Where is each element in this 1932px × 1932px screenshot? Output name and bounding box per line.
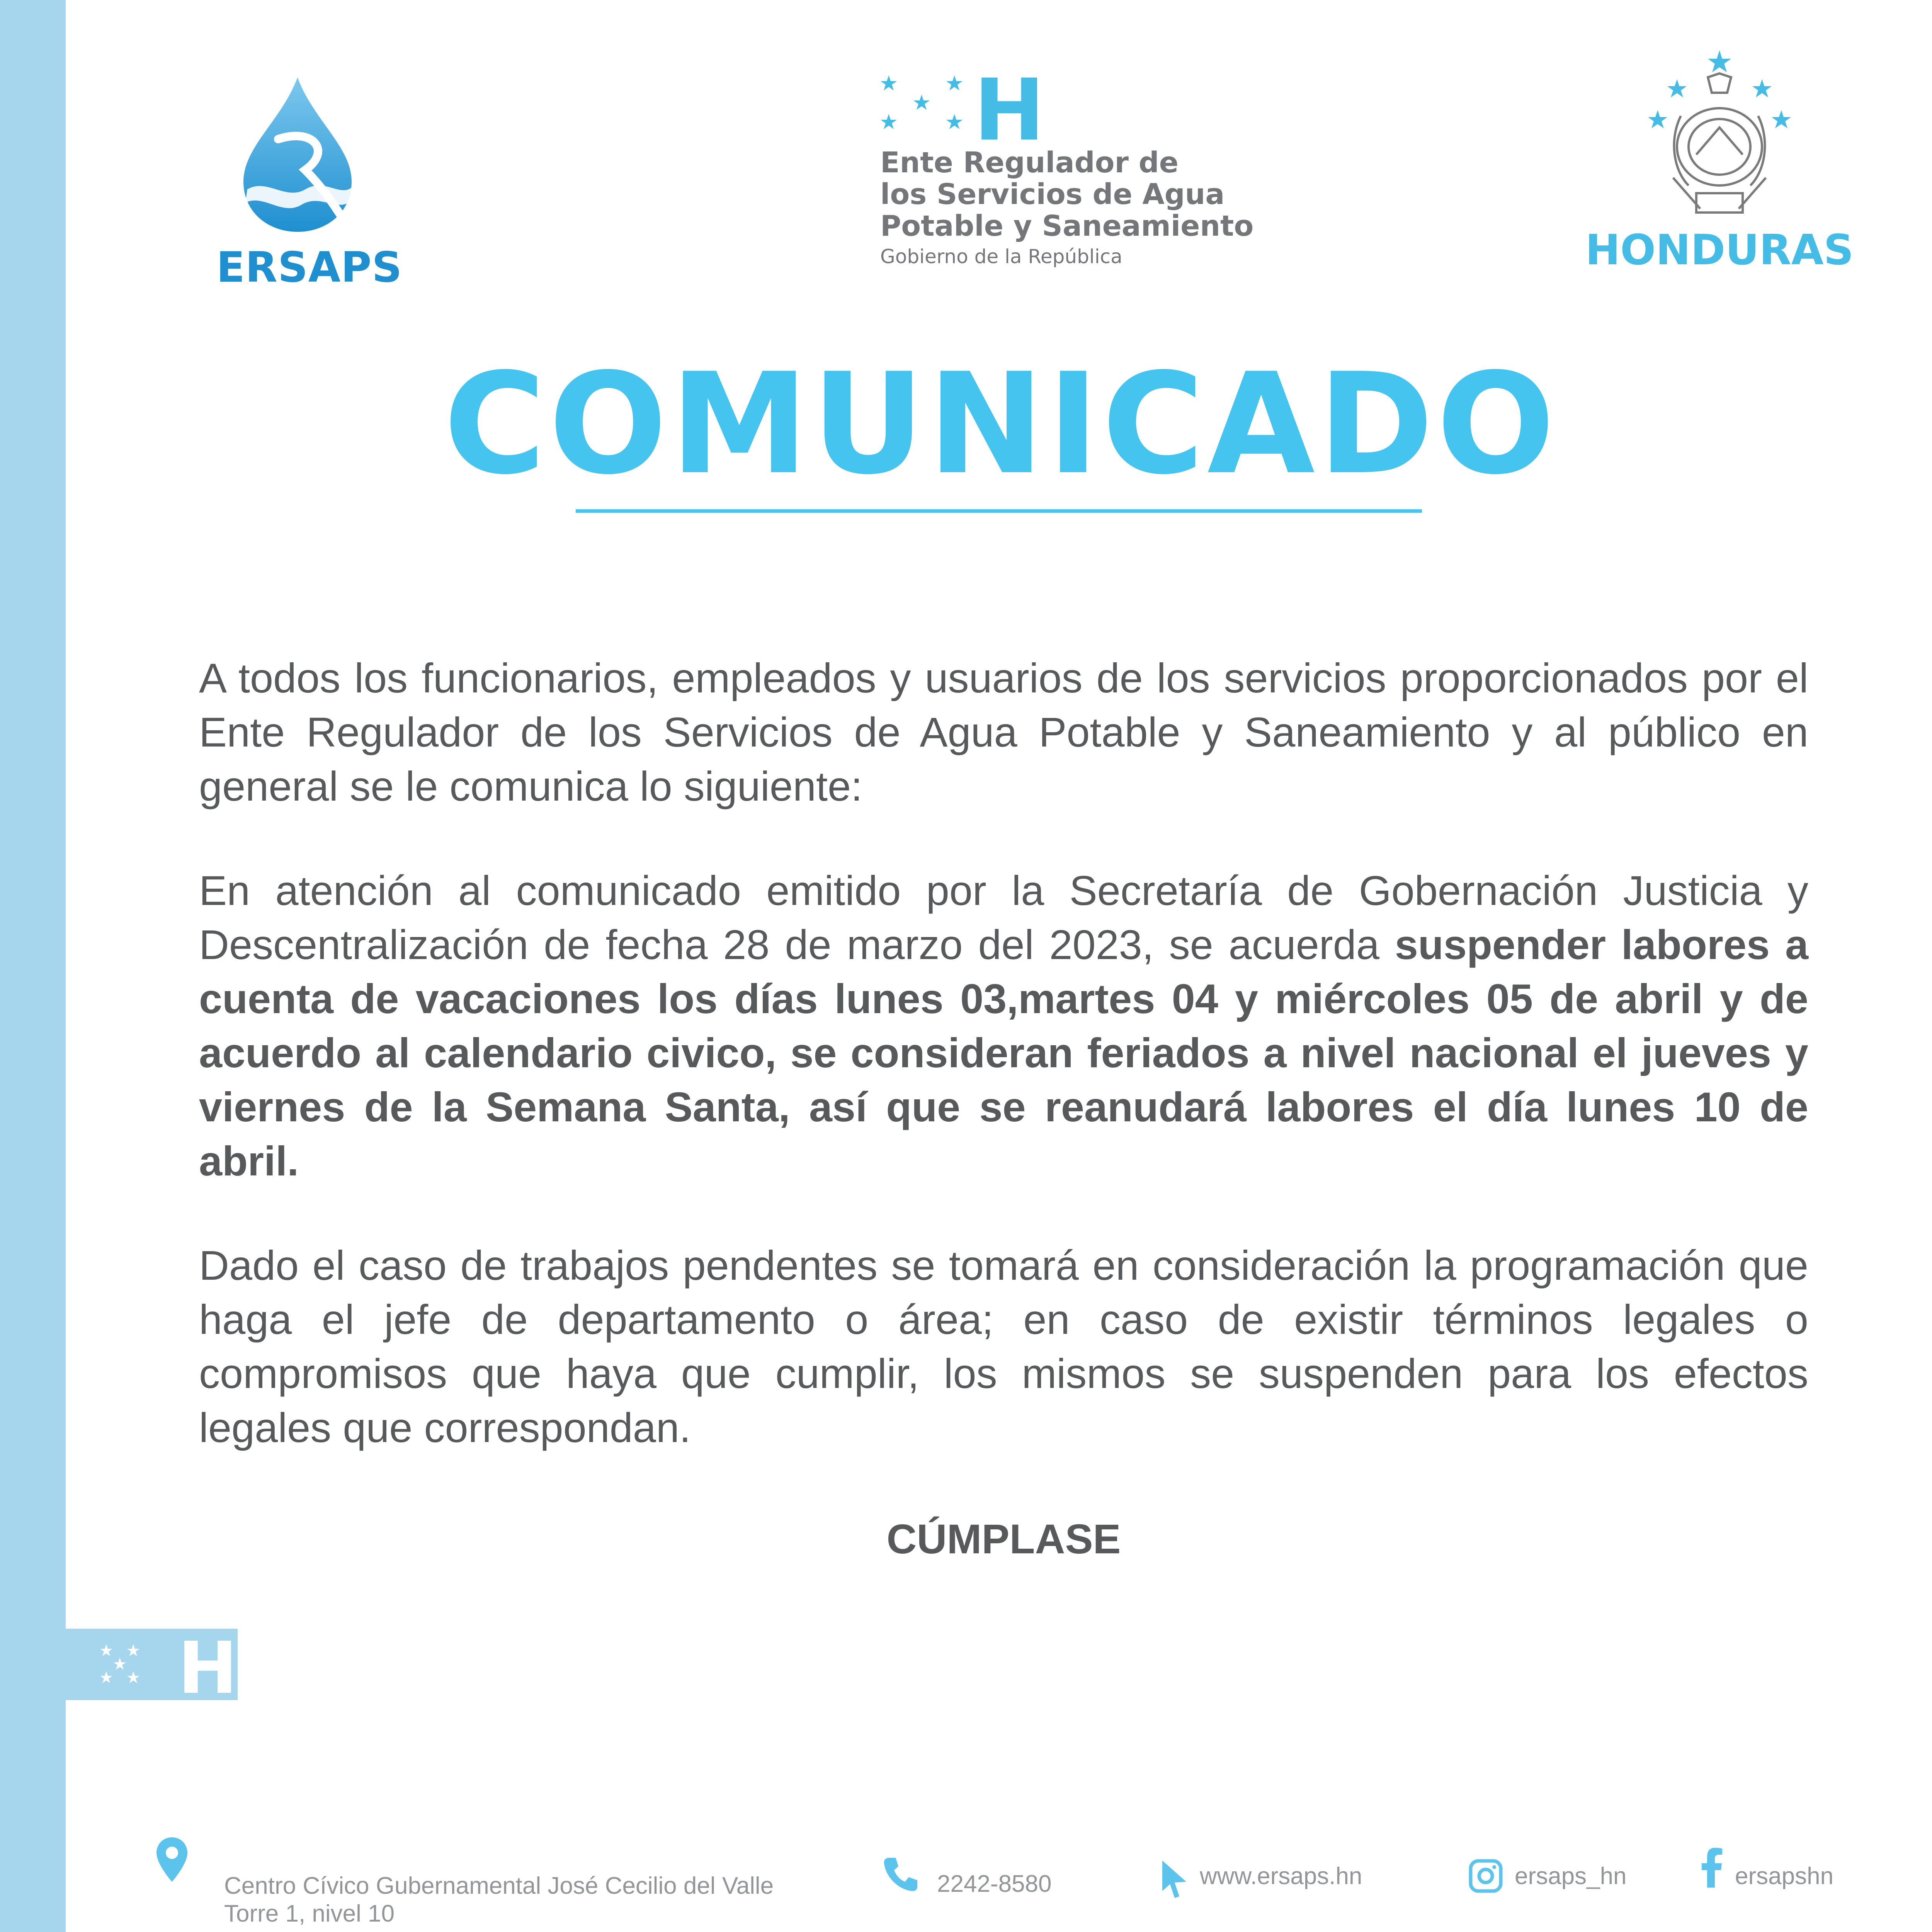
flag-stars-icon (99, 1640, 176, 1690)
communique-body (199, 651, 1808, 1505)
footer-facebook-text[interactable]: ersapshn (1735, 1863, 1834, 1889)
paragraph-2-bold: suspender labores a cuenta de vacaciones los días lunes 03,martes 04 y miércoles 05 de abril y de acuerdo al calendario civico, se consideran feriados a nivel nacional el jueves y viernes de la Semana Santa, así que se reanudará labores el día lunes 10 de abril. (199, 921, 1809, 1184)
ente-stars-icon (877, 71, 970, 141)
side-bar-decoration (0, 0, 66, 1932)
honduras-logo (1584, 46, 1855, 278)
footer-instagram-text[interactable]: ersaps_hn (1515, 1863, 1627, 1889)
closing-text: CÚMPLASE (886, 1515, 1121, 1562)
ente-logo-name: Ente Regulador de los Servicios de Agua Potable y Saneamiento (880, 146, 1254, 243)
ente-regulador-logo (877, 61, 1283, 276)
ente-h-letter: H (974, 61, 1045, 160)
phone-icon (881, 1855, 920, 1893)
facebook-icon (1700, 1847, 1723, 1889)
location-pin-icon (155, 1835, 189, 1886)
title-divider (576, 509, 1422, 513)
page-title: COMUNICADO (444, 343, 1558, 505)
ente-logo-government: Gobierno de la República (880, 245, 1122, 268)
ersaps-logo (216, 73, 403, 292)
ersaps-logo-text: ERSAPS (216, 243, 403, 292)
honduras-logo-text: HONDURAS (1585, 226, 1854, 274)
paragraph-2-text: En atención al comunicado emitido por la Secretaría de Gobernación Justicia y Descentralización de fecha 28 de marzo del 2023, se acuerda (199, 867, 1808, 968)
instagram-icon (1468, 1859, 1503, 1893)
coat-of-arms-icon (1584, 46, 1855, 224)
footer-phone-text: 2242-8580 (937, 1871, 1052, 1897)
footer-address-text: Centro Cívico Gubernamental José Cecilio del Valle Torre 1, nivel 10 (224, 1872, 774, 1927)
flag-h-letter: H (178, 1626, 238, 1710)
water-drop-icon (236, 73, 359, 236)
footer-website-text[interactable]: www.ersaps.hn (1200, 1863, 1362, 1889)
paragraph-2 (199, 864, 1808, 1188)
side-flag-h-mark (66, 1626, 238, 1710)
cursor-icon (1159, 1859, 1190, 1901)
paragraph-1: A todos los funcionarios, empleados y usuarios de los servicios proporcionados por el Ente Regulador de los Servicios de Agua Potable y Saneamiento y al público en general se le comunica lo siguiente: (199, 655, 1808, 810)
paragraph-3: Dado el caso de trabajos pendentes se tomará en consideración la programación que haga el jefe de departamento o área; en caso de existir términos legales o compromisos que haya que cumplir, los mismos se suspenden para los efectos legales que correspondan. (199, 1242, 1808, 1451)
